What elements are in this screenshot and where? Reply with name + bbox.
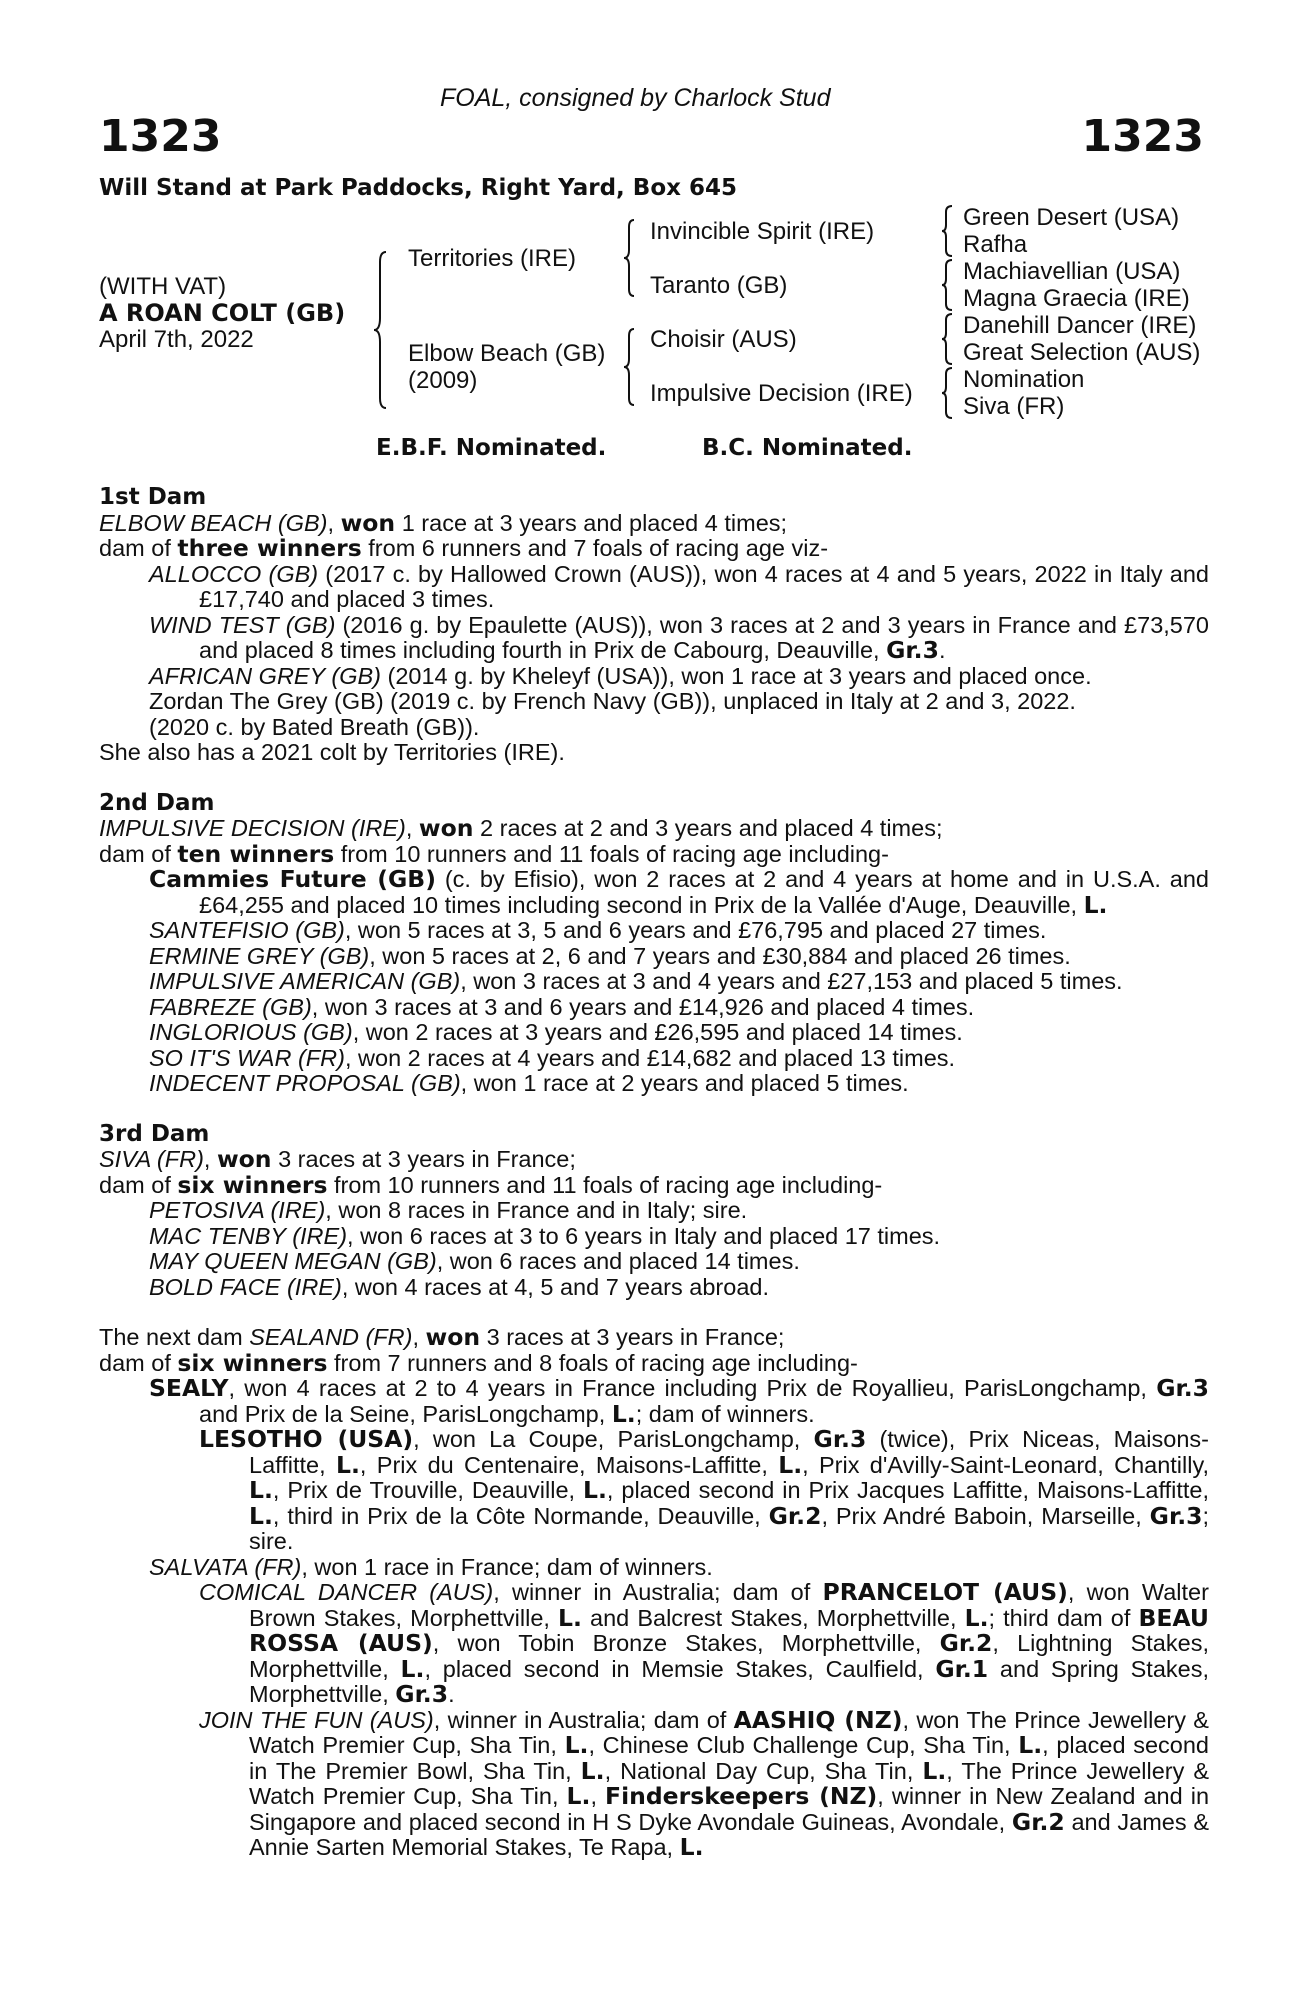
runner-name: SALVATA (FR) [149,1553,302,1580]
runner-text: , won 2 races at 4 years and £14,682 and placed 13 times. [344,1044,956,1071]
runner-text: , won 5 races at 3, 5 and 6 years and £76,795 and placed 27 times. [344,917,1047,943]
runner-text: , third in Prix de la Côte Normande, Deauville, [272,1502,769,1529]
first-dam-heading: 1st Dam [99,484,207,510]
race-grade: Gr.3 [395,1680,449,1708]
dam-sire: Choisir (AUS) [650,326,797,353]
race-grade: Gr.3 [813,1425,867,1453]
brace-gen3-4 [940,366,956,420]
sire-sire-sire: Green Desert (USA) [963,204,1180,231]
runner-name: ALLOCCO (GB) [149,560,319,587]
runner-text: and James & Annie Sarten Memorial Stakes, Te Rapa, [249,1808,1209,1860]
lot-number-right: 1323 [1081,111,1204,162]
dam-foaled-year: (2009) [408,367,478,394]
runner-name: IMPULSIVE AMERICAN (GB) [149,968,461,994]
catalogue-body [99,485,1209,1861]
brace-sire [622,218,638,298]
brace-gen3-3 [940,312,956,366]
produce-text: dam of [99,535,178,561]
next-dam-produce [99,1348,1209,1377]
third-dam-produce [99,1170,1209,1199]
sire-dam-dam: Magna Graecia (IRE) [963,285,1190,312]
runner-text: , won 6 races and placed 14 times. [436,1248,800,1274]
runner-name: BEAU ROSSA (AUS) [249,1603,1209,1657]
runner-text: , Prix André Baboin, Marseille, [821,1502,1150,1529]
runner-entry [99,562,1209,613]
runner-text: and Prix de la Seine, ParisLongchamp, [199,1400,612,1427]
runner-text: , placed second in Memsie Stakes, Caulfield, [424,1655,936,1682]
dam-sire-dam: Great Selection (AUS) [963,339,1201,366]
race-grade: L. [566,1782,591,1810]
runner-text: . [938,637,946,663]
runner-text: , won 1 race in France; dam of winners. [301,1553,713,1580]
runner-entry [99,1705,1210,1861]
second-dam-produce [99,839,1209,868]
second-dam-won: won [418,814,474,842]
runner-entry [99,1071,1209,1097]
next-dam-record [99,1325,1209,1351]
runner-entry [99,918,1209,944]
race-grade: L. [400,1654,425,1683]
runner-name: WIND TEST (GB) [149,611,336,638]
runner-name: JOIN THE FUN (AUS) [199,1706,434,1733]
race-grade: L. [583,1476,607,1504]
runner-name: PRANCELOT (AUS) [822,1578,1068,1606]
race-grade: L. [778,1450,803,1479]
runner-text: , Lightning Stakes, Morphettville, [249,1630,1209,1682]
race-grade: L. [1083,890,1108,919]
third-dam-heading: 3rd Dam [99,1120,210,1147]
runner-entry [99,995,1209,1021]
runner-entry: (2020 c. by Bated Breath (GB)). [149,713,480,740]
runner-text: , won 3 races at 3 and 4 years and £27,153 and placed 5 times. [460,968,1123,994]
runner-text: ; dam of winners. [635,1400,815,1427]
next-dam-intro: The next dam [99,1324,250,1350]
runner-text: , [590,1783,606,1809]
race-grade: L. [922,1756,947,1785]
runner-text: , won La Coupe, ParisLongchamp, [413,1426,814,1452]
runner-name: INGLORIOUS (GB) [149,1019,353,1045]
runner-text: , National Day Cup, Sha Tin, [604,1757,923,1784]
runner-name: SO IT'S WAR (FR) [149,1044,345,1071]
produce-text: from 10 runners and 11 foals of racing age including- [327,1171,883,1198]
runner-entry [99,1198,1209,1224]
runner-text: , placed second in Prix Jacques Laffitte, Maisons-Laffitte, [606,1477,1209,1503]
runner-entry [99,1555,1209,1581]
next-dam-name: SEALAND (FR) [249,1324,413,1350]
runner-name: MAY QUEEN MEGAN (GB) [149,1248,437,1274]
runner-text: , placed second in The Premier Bowl, Sha Tin, [249,1732,1209,1784]
runner-text: (c. by Efisio), won 2 races at 2 and 4 years at home and in U.S.A. and £64,255 and placed 10 times including second in Prix de la Vallée d'Auge, Deauville, [199,866,1209,918]
runner-text: ; sire. [249,1502,1210,1554]
runner-name: Finderskeepers (NZ) [605,1782,878,1810]
first-dam-name: ELBOW BEACH (GB) [99,509,328,536]
third-dam-name: SIVA (FR) [99,1146,204,1172]
dam-dam: Impulsive Decision (IRE) [650,380,913,407]
runner-text: , won Tobin Bronze Stakes, Morphettville, [432,1630,940,1656]
runner-name: INDECENT PROPOSAL (GB) [149,1070,461,1096]
runner-name: MAC TENBY (IRE) [149,1222,348,1249]
dam-name: Elbow Beach (GB) [408,340,606,367]
race-grade: L. [336,1450,360,1479]
brace-gen3-2 [940,258,956,312]
horse-name: A ROAN COLT (GB) [99,299,346,327]
race-grade: L. [679,1833,704,1861]
race-grade: Gr.3 [1149,1501,1203,1530]
runner-text: . [448,1681,455,1707]
sire-sire: Invincible Spirit (IRE) [650,218,875,245]
next-dam-won: won [425,1323,481,1351]
runner-text: and Balcrest Stakes, Morphettville, [581,1604,965,1631]
brace-main [372,250,392,410]
race-grade: L. [580,1756,605,1785]
foaling-date: April 7th, 2022 [99,326,254,353]
brace-dam [622,327,638,407]
next-dam-record-text: 3 races at 3 years in France; [480,1324,785,1350]
runner-text: (2016 g. by Epaulette (AUS)), won 3 races at 2 and 3 years in France and £73,570 and placed 8 times including fourth in Prix de Cabourg, Deauville, [199,611,1209,663]
dam-dam-sire: Nomination [963,366,1085,393]
runner-text: , winner in New Zealand and in Singapore and placed second in H S Dyke Avondale Guineas, Avondale, [249,1783,1210,1835]
runner-text: , Prix d'Avilly-Saint-Leonard, Chantilly, [802,1451,1210,1478]
produce-text: dam of [99,1349,178,1376]
runner-text: , Prix de Trouville, Deauville, [272,1477,583,1503]
runner-text: , Chinese Club Challenge Cup, Sha Tin, [588,1732,1019,1758]
winners-count: ten winners [177,839,335,868]
first-dam-record-text: 1 race at 3 years and placed 4 times; [395,509,788,536]
runner-name: Cammies Future (GB) [149,865,436,893]
third-dam-record: SIVA (FR), won 3 races at 3 years in France; [99,1145,576,1173]
race-grade: L. [249,1501,273,1530]
first-dam-produce [99,536,1209,562]
separator-text: , [412,1324,426,1350]
runner-text: (2017 c. by Hallowed Crown (AUS)), won 4 races at 4 and 5 years, 2022 in Italy and £17,740 and placed 3 times. [199,560,1209,612]
runner-entry [99,1275,1209,1301]
race-grade: Gr.1 [935,1654,989,1683]
second-dam-name: IMPULSIVE DECISION (IRE) [99,815,406,841]
race-grade: Gr.2 [939,1629,993,1657]
race-grade: Gr.2 [768,1501,822,1530]
second-dam-record: IMPULSIVE DECISION (IRE), won 2 races at 2 and 3 years and placed 4 times; [99,814,943,842]
sire-dam: Taranto (GB) [650,272,788,299]
winners-count: six winners [177,1348,328,1377]
ebf-nomination: E.B.F. Nominated. [376,435,607,461]
runner-entry [99,1224,1209,1250]
runner-entry [99,944,1209,970]
runner-text: , winner in Australia; dam of [433,1706,734,1733]
runner-name: COMICAL DANCER (AUS) [199,1579,494,1605]
runner-text: , won 4 races at 2 to 4 years in France including Prix de Royallieu, ParisLongchamp, [228,1375,1157,1401]
race-grade: Gr.3 [1156,1374,1209,1402]
second-dam-heading: 2nd Dam [99,789,215,816]
runner-text: , won 8 races in France and in Italy; sire. [325,1197,748,1223]
runner-entry [99,1020,1209,1046]
stand-location: Will Stand at Park Paddocks, Right Yard, Box 645 [99,175,737,201]
produce-text: from 7 runners and 8 foals of racing age including- [327,1349,858,1376]
vat-note: (WITH VAT) [99,273,227,300]
sire-sire-dam: Rafha [963,231,1028,258]
third-dam-won: won [216,1145,272,1173]
runner-text: (2014 g. by Kheleyf (USA)), won 1 race at 3 years and placed once. [380,662,1092,689]
runner-name: SANTEFISIO (GB) [149,917,345,943]
runner-text: , The Prince Jewellery & Watch Premier Cup, Sha Tin, [249,1757,1210,1809]
race-grade: L. [611,1399,636,1428]
runner-text: and Spring Stakes, Morphettville, [249,1655,1209,1707]
runner-entry [99,1580,1209,1708]
dam-dam-dam: Siva (FR) [963,393,1065,420]
race-grade: L. [249,1476,273,1504]
runner-text: (twice), Prix Niceas, Maisons-Laffitte, [249,1426,1209,1478]
runner-text: , won 1 race at 2 years and placed 5 times. [460,1070,909,1096]
runner-name: ERMINE GREY (GB) [149,942,370,969]
second-dam-record-text: 2 races at 2 and 3 years and placed 4 times; [473,815,943,841]
first-dam-note: She also has a 2021 colt by Territories (IRE). [99,739,565,765]
runner-text: , won 5 races at 2, 6 and 7 years and £30,884 and placed 26 times. [369,942,1071,969]
race-grade: Gr.2 [1011,1807,1065,1836]
runner-name: AASHIQ (NZ) [733,1705,903,1734]
runner-entry [99,664,1209,690]
runner-entry [99,1376,1209,1427]
winners-count: six winners [177,1170,328,1199]
dam-sire-sire: Danehill Dancer (IRE) [963,312,1197,339]
brace-gen3-1 [940,204,956,258]
race-grade: L. [564,1731,589,1759]
first-dam-won: won [340,508,396,537]
race-grade: L. [1018,1731,1043,1759]
third-dam-record-text: 3 races at 3 years in France; [271,1146,576,1172]
runner-text: , won 6 races at 3 to 6 years in Italy and placed 17 times. [347,1222,941,1249]
runner-text: , won The Prince Jewellery & Watch Premier Cup, Sha Tin, [249,1706,1209,1758]
runner-entry [99,613,1209,664]
produce-text: dam of [99,840,178,867]
sire-dam-sire: Machiavellian (USA) [963,258,1181,285]
runner-text: , won 2 races at 3 years and £26,595 and placed 14 times. [352,1019,963,1045]
runner-entry: Zordan The Grey (GB) (2019 c. by French Navy (GB)), unplaced in Italy at 2 and 3, 2022. [149,688,1076,714]
runner-entry [99,867,1209,918]
first-dam-record: ELBOW BEACH (GB), won 1 race at 3 years and placed 4 times; [99,508,788,537]
runner-entry [99,1427,1209,1555]
runner-text: ; third dam of [988,1604,1139,1631]
runner-name: FABREZE (GB) [149,993,312,1020]
bc-nomination: B.C. Nominated. [702,435,913,461]
runner-text: , winner in Australia; dam of [493,1579,823,1605]
produce-text: from 10 runners and 11 foals of racing age including- [334,840,889,867]
race-grade: L. [558,1603,582,1632]
runner-name: BOLD FACE (IRE) [149,1273,342,1300]
runner-text: , won 3 races at 3 and 6 years and £14,926 and placed 4 times. [311,993,975,1020]
runner-name: SEALY [149,1374,229,1402]
runner-entry [99,1046,1209,1072]
lot-number-left: 1323 [99,111,222,162]
runner-entry [99,969,1209,995]
race-grade: L. [964,1603,989,1632]
produce-text: dam of [99,1171,178,1198]
runner-name: LESOTHO (USA) [199,1425,414,1453]
runner-text: , Prix du Centenaire, Maisons-Laffitte, [359,1451,779,1478]
runner-entry [99,1249,1209,1275]
runner-name: PETOSIVA (IRE) [149,1197,326,1223]
produce-text: from 6 runners and 7 foals of racing age viz- [361,535,829,561]
runner-name: AFRICAN GREY (GB) [149,662,381,689]
runner-text: , won Walter Brown Stakes, Morphettville, [249,1579,1209,1631]
consignor-line: FOAL, consigned by Charlock Stud [440,84,831,112]
winners-count: three winners [177,534,362,562]
sire-name: Territories (IRE) [408,245,577,272]
runner-text: , won 4 races at 4, 5 and 7 years abroad. [341,1273,769,1300]
race-grade: Gr.3 [886,636,939,664]
